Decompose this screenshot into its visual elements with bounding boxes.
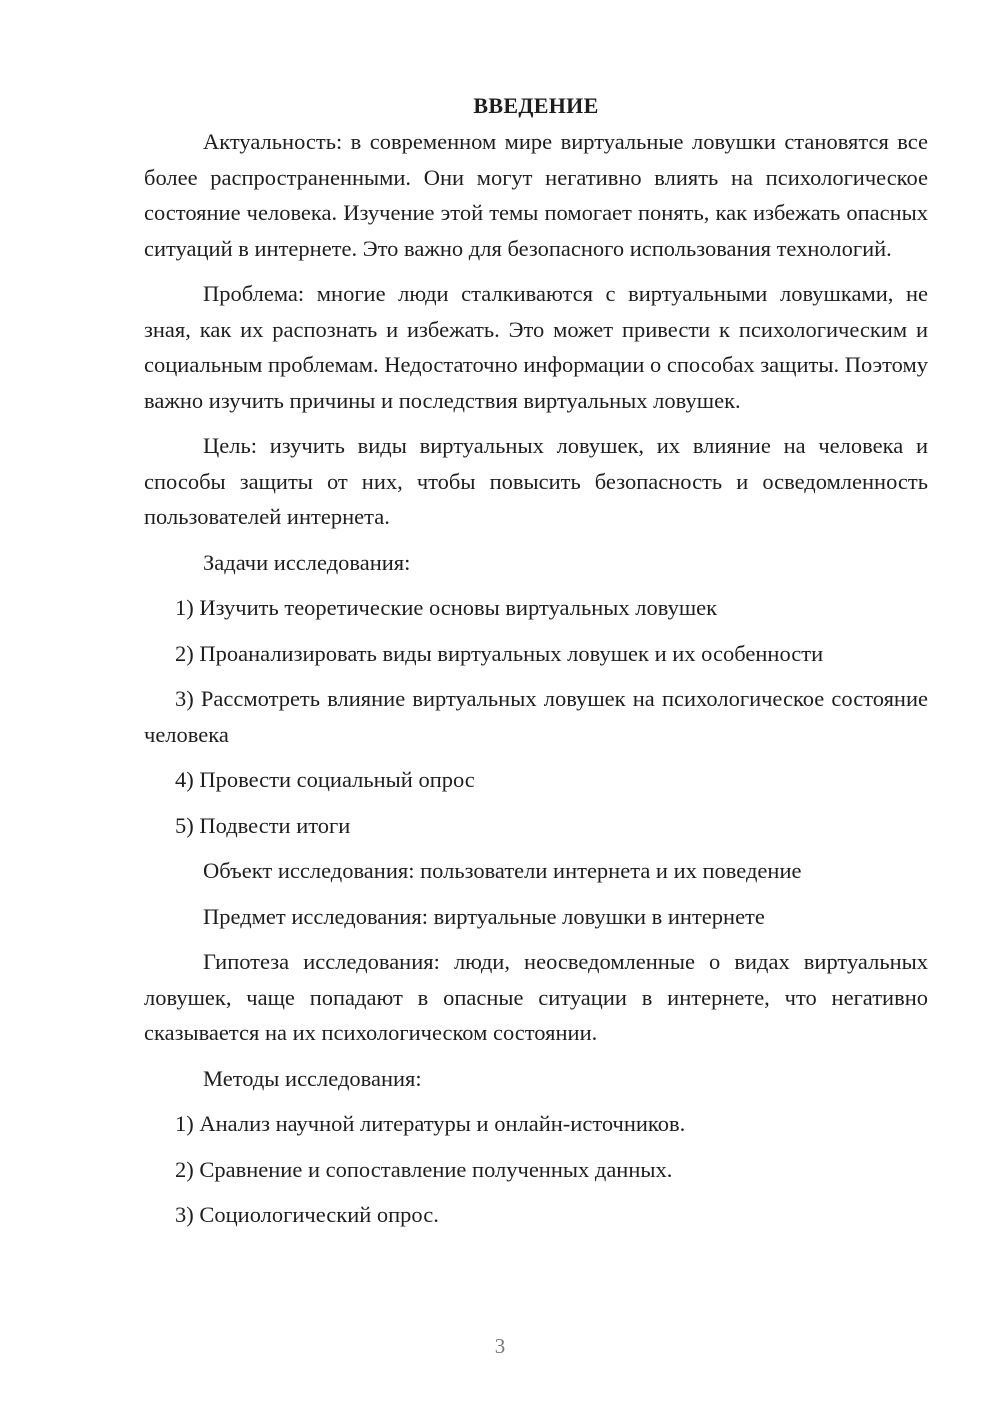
task-item: 3) Рассмотреть влияние виртуальных ловушек на психологическое состояние человека: [144, 686, 928, 747]
section-heading: ВВЕДЕНИЕ: [473, 93, 599, 118]
hypothesis-paragraph: Гипотеза исследования: люди, неосведомленные о видах виртуальных ловушек, чаще попадают в опасные ситуации в интернете, что негативно сказывается на их психологическом состоянии.: [144, 949, 928, 1045]
problem-paragraph: Проблема: многие люди сталкиваются с виртуальными ловушками, не зная, как их распознать и избежать. Это может привести к психологическим и социальным проблемам. Недостаточно информации о способах защиты. Поэтому важно изучить причины и последствия виртуальных ловушек.: [144, 281, 928, 413]
document-page: [144, 88, 928, 1243]
tasks-heading: Задачи исследования:: [203, 549, 411, 575]
method-item: 3) Социологический опрос.: [175, 1202, 439, 1227]
subject-paragraph: Предмет исследования: виртуальные ловушки в интернете: [203, 903, 765, 929]
page-number: 3: [494, 1334, 506, 1358]
task-item: 2) Проанализировать виды виртуальных ловушек и их особенности: [175, 640, 824, 666]
method-item: 1) Анализ научной литературы и онлайн-источников.: [175, 1111, 686, 1136]
method-item: 2) Сравнение и сопоставление полученных данных.: [175, 1156, 673, 1182]
object-paragraph: Объект исследования: пользователи интернета и их поведение: [203, 858, 802, 883]
task-item: 5) Подвести итоги: [175, 812, 351, 838]
task-item: 4) Провести социальный опрос: [175, 767, 475, 792]
goal-paragraph: Цель: изучить виды виртуальных ловушек, их влияние на человека и способы защиты от них, чтобы повысить безопасность и осведомленность пользователей интернета.: [144, 433, 928, 529]
methods-heading: Методы исследования:: [203, 1065, 422, 1091]
relevance-paragraph: Актуальность: в современном мире виртуальные ловушки становятся все более распространенными. Они могут негативно влиять на психологическое состояние человека. Изучение этой темы помогает понять, как избежать опасных ситуаций в интернете. Это важно для безопасного использования технологий.: [144, 129, 928, 261]
task-item: 1) Изучить теоретические основы виртуальных ловушек: [175, 595, 718, 620]
